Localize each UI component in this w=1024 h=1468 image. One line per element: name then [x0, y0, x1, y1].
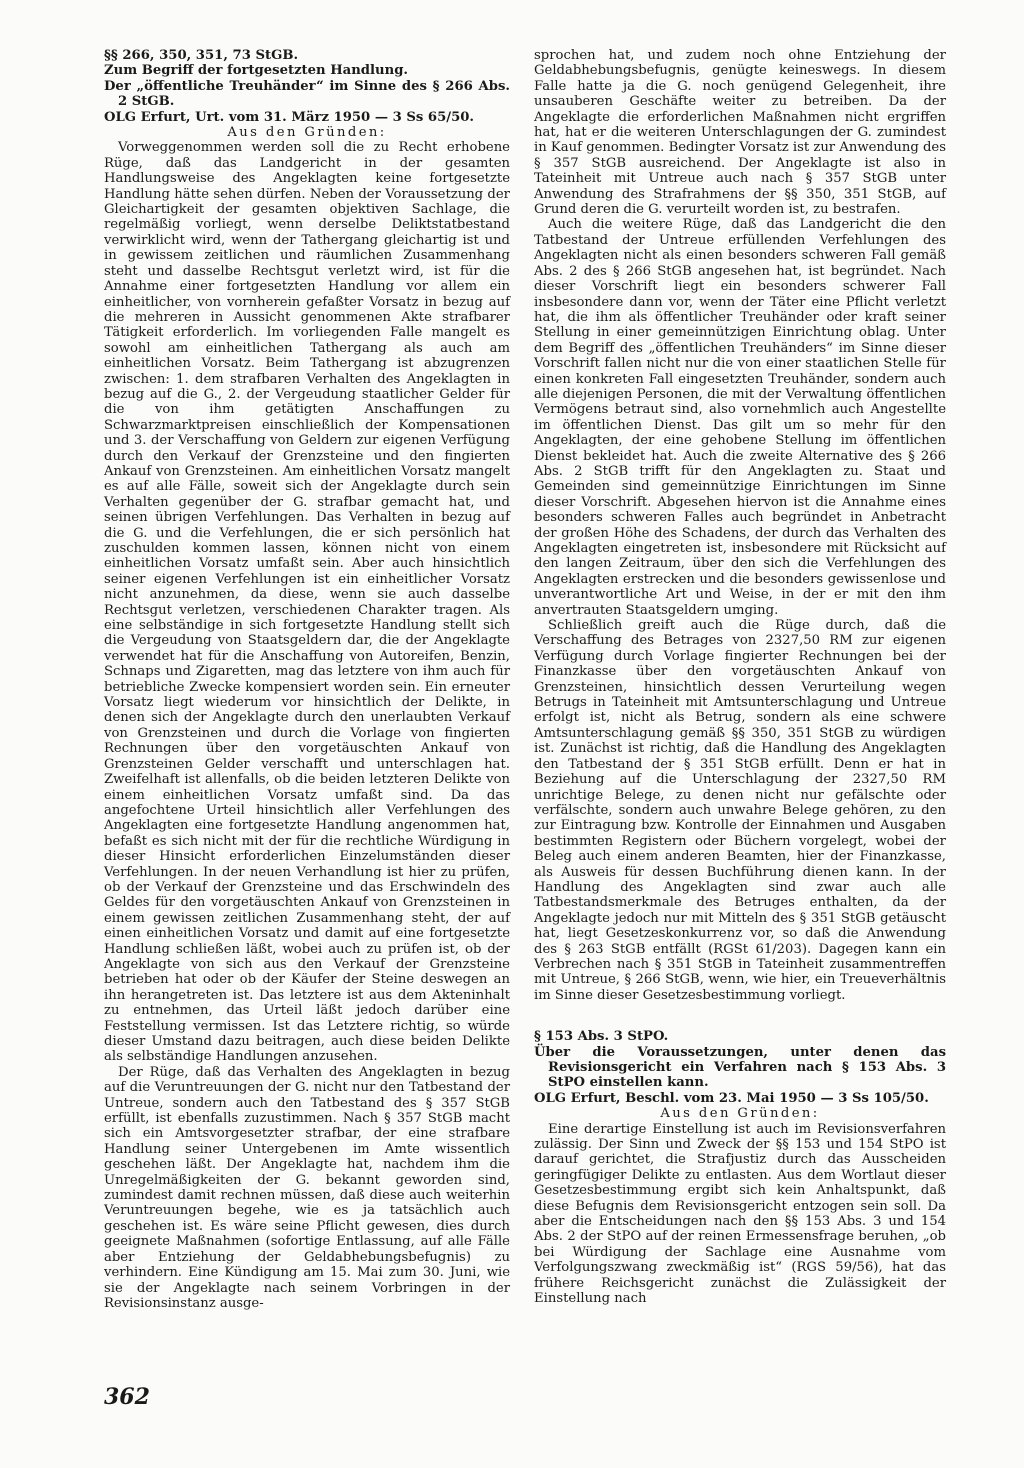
body-paragraph: Vorweggenommen werden soll die zu Recht erhobene Rüge, daß das Landgericht in der gesamten Handlungsweise des Angeklagten keine fortgesetzte Handlung hätte sehen dürfen. Neben der Voraussetzung der Gleichartigkeit der gesamten objektiven Sachlage, die regelmäßig vorliegt, wenn derselbe Deliktstatbestand verwirklicht wird, wenn der Tathergang gleichartig ist und in gewissem zeitlichen und räumlichen Zusammenhang steht und dasselbe Rechtsgut verletzt wird, ist für die Annahme einer fortgesetzten Handlung vor allem ein einheitlicher, von vornherein gefaßter Vorsatz in bezug auf die mehreren in Aussicht genommenen Akte strafbarer Tätigkeit erforderlich. Im vorliegenden Falle mangelt es sowohl am einheitlichen Tathergang als auch am einheitlichen Vorsatz. Beim Tathergang ist abzugrenzen zwischen: 1. dem strafbaren Verhalten des Angeklagten in bezug auf die G., 2. der Vergeudung staatlicher Gelder für die von ihm getätigten Anschaffungen zu Schwarzmarktpreisen einschließlich der Kompensationen und 3. der Verschaffung von Geldern zur eigenen Verfügung durch den Verkauf der Grenzsteine und den fingierten Ankauf von Grenzsteinen. Am einheitlichen Vorsatz mangelt es auf alle Fälle, soweit sich der Angeklagte durch sein Verhalten gegenüber der G. strafbar gemacht hat, und seinen übrigen Verfehlungen. Das Verhalten in bezug auf die G. und die Verfehlungen, die er sich persönlich hat zuschulden kommen lassen, können nicht von einem einheitlichen Vorsatz umfaßt sein. Aber auch hinsichtlich seiner eigenen Verfehlungen ist ein einheitlicher Vorsatz nicht anzunehmen, da diese, wenn sie auch dasselbe Rechtsgut verletzen, verschiedenen Charakter tragen. Als eine selbständige in sich fortgesetzte Handlung stellt sich die Vergeudung von Staatsgeldern dar, die der Angeklagte verwendet hat für die Anschaffung von Autoreifen, Benzin, Schnaps und Zigaretten, mag das letztere von ihm auch für betriebliche Zwecke kompensiert worden sein. Ein erneuter Vorsatz liegt wiederum vor hinsichtlich der Delikte, in denen sich der Angeklagte durch den unerlaubten Verkauf von Grenzsteinen und durch die Vorlage von fingierten Rechnungen über den vorgetäuschten Ankauf von Grenzsteinen Gelder verschafft und unterschlagen hat. Zweifelhaft ist allenfalls, ob die beiden letzteren Delikte von einem einheitlichen Vorsatz umfaßt sind. Da das angefochtene Urteil hinsichtlich aller Verfehlungen des Angeklagten eine fortgesetzte Handlung angenommen hat, befaßt es sich nicht mit der für die rechtliche Würdigung in dieser Hinsicht erforderlichen Einzelumständen dieser Verfehlungen. In der neuen Verhandlung ist hier zu prüfen, ob der Verkauf der Grenzsteine und das Erschwindeln des Geldes für den vorgetäuschten Ankauf von Grenzsteinen in einem gewissen zeitlichen Zusammenhang steht, der auf einen einheitlichen Vorsatz und damit auf eine fortgesetzte Handlung schließen läßt, wobei auch zu prüfen ist, ob der Angeklagte von sich aus den Verkauf der Grenzsteine betrieben hat oder ob der Käufer der Steine deswegen an ihn herangetreten ist. Das letztere ist aus dem Akteninhalt zu entnehmen, das Urteil läßt jedoch darüber eine Feststellung vermissen. Ist das Letztere richtig, so würde dieser Umstand dazu beitragen, auch diese beiden Delikte als selbständige Handlungen anzusehen. [104, 140, 510, 1065]
body-paragraph: Schließlich greift auch die Rüge durch, daß die Verschaffung des Betrages von 2327,50 RM zur eigenen Verfügung durch Vorlage fingierter Rechnungen bei der Finanzkasse über den vorgetäuschten Ankauf von Grenzsteinen, hinsichtlich dessen Verurteilung wegen Betrugs in Tateinheit mit Amtsunterschlagung und Untreue erfolgt ist, nicht als Betrug, sondern als eine schwere Amtsunterschlagung gemäß §§ 350, 351 StGB zu würdigen ist. Zunächst ist richtig, daß die Handlung des Angeklagten den Tatbestand der § 351 StGB erfüllt. Denn er hat in Beziehung auf die Unterschlagung der 2327,50 RM unrichtige Belege, zu denen nicht nur gefälschte oder verfälschte, sondern auch unwahre Belege gehören, zu den zur Eintragung bzw. Kontrolle der Einnahmen und Ausgaben bestimmten Registern oder Büchern vorgelegt, wobei der Beleg auch einem anderen Beamten, hier der Finanzkasse, als Ausweis für dessen Buchführung dienen kann. In der Handlung des Angeklagten sind zwar auch alle Tatbestandsmerkmale des Betruges enthalten, da der Angeklagte jedoch nur mit Mitteln des § 351 StGB getäuscht hat, liegt Gesetzeskonkurrenz vor, so daß die Anwendung des § 263 StGB entfällt (RGSt 61/203). Dagegen kann ein Verbrechen nach § 351 StGB in Tateinheit zusammentreffen mit Untreue, § 266 StGB, wenn, wie hier, ein Treueverhältnis im Sinne dieser Gesetzesbestimmung vorliegt. [534, 618, 946, 1003]
section-heading-treuhaender: Der „öffentliche Treuhänder“ im Sinne des § 266 Abs. 2 StGB. [104, 78, 510, 110]
section-heading-paragraph: § 153 Abs. 3 StPO. [534, 1029, 669, 1045]
page-number: 362 [104, 1384, 150, 1410]
section-heading-topic: Über die Voraussetzungen, unter denen das Revisionsgericht ein Verfahren nach § 153 Abs. 3 StPO einstellen kann. [534, 1044, 946, 1091]
section-heading-topic: Zum Begriff der fortgesetzten Handlung. [104, 63, 409, 79]
body-paragraph: Der Rüge, daß das Verhalten des Angeklagten in bezug auf die Veruntreuungen der G. nicht nur den Tatbestand der Untreue, sondern auch den Tatbestand des § 357 StGB erfüllt, ist ebenfalls zuzustimmen. Nach § 357 StGB macht sich ein Amtsvorgesetzter strafbar, der eine strafbare Handlung seiner Untergebenen im Amte wissentlich geschehen läßt. Der Angeklagte hat, nachdem ihm die Unregelmäßigkeiten der G. bekannt geworden sind, zumindest damit rechnen müssen, daß diese auch weiterhin Veruntreuungen begehe, wie es ja tatsächlich auch geschehen ist. Es wäre seine Pflicht gewesen, dies durch geeignete Maßnahmen (sofortige Entlassung, auf alle Fälle aber Entziehung der Geldabhebungsbefugnis) zu verhindern. Eine Kündigung am 15. Mai zum 30. Juni, wie sie der Angeklagte nach seinem Vorbringen in der Revisionsinstanz ausge- [104, 1064, 510, 1311]
body-paragraph: sprochen hat, und zudem noch ohne Entziehung der Geldabhebungsbefugnis, genügte keineswegs. In diesem Falle hatte ja die G. noch genügend Gelegenheit, ihre unsauberen Geschäfte weiter zu betreiben. Da der Angeklagte die erforderlichen Maßnahmen nicht ergriffen hat, hat er die weiteren Unterschlagungen der G. zumindest in Kauf genommen. Bedingter Vorsatz ist zur Anwendung des § 357 StGB ausreichend. Der Angeklagte ist also in Tateinheit mit Untreue auch nach § 357 StGB unter Anwendung des Strafrahmens der §§ 350, 351 StGB, auf Grund deren die G. verurteilt worden ist, zu bestrafen. [534, 48, 946, 218]
court-citation: OLG Erfurt, Urt. vom 31. März 1950 — 3 Ss 65/50. [104, 109, 475, 125]
right-column [534, 48, 946, 1307]
court-citation: OLG Erfurt, Beschl. vom 23. Mai 1950 — 3 Ss 105/50. [534, 1090, 929, 1106]
left-column [104, 48, 510, 1311]
section-gap [534, 1003, 946, 1029]
body-paragraph: Eine derartige Einstellung ist auch im Revisionsverfahren zulässig. Der Sinn und Zweck der §§ 153 und 154 StPO ist darauf gerichtet, die Strafjustiz durch das Ausscheiden geringfügiger Delikte zu entlasten. Aus dem Wortlaut dieser Gesetzesbestimmung ergibt sich kein Anhaltspunkt, daß diese Befugnis dem Revisionsgericht entzogen sein soll. Da aber die Entscheidungen nach den §§ 153 Abs. 3 und 154 Abs. 2 der StPO auf der reinen Ermessensfrage beruhen, „ob bei Würdigung der Sachlage eine Ausnahme vom Verfolgungszwang zweckmäßig ist“ (RGS 59/56), hat das frühere Reichsgericht zunächst die Zulässigkeit der Einstellung nach [534, 1121, 946, 1307]
body-paragraph: Auch die weitere Rüge, daß das Landgericht die den Tatbestand der Untreue erfüllenden Verfehlungen des Angeklagten nicht als einen besonders schweren Fall gemäß Abs. 2 des § 266 StGB angesehen hat, ist begründet. Nach dieser Vorschrift liegt ein besonders schwerer Fall insbesondere dann vor, wenn der Täter eine Pflicht verletzt hat, die ihm als öffentlicher Treuhänder oder kraft seiner Stellung in einer gemeinnützigen Einrichtung oblag. Unter dem Begriff des „öffentlichen Treuhänders“ im Sinne dieser Vorschrift fallen nicht nur die von einer staatlichen Stelle für einen konkreten Fall eingesetzten Treuhänder, sondern auch alle diejenigen Personen, die mit der Verwaltung öffentlichen Vermögens betraut sind, also vornehmlich auch Angestellte im öffentlichen Dienst. Das gilt um so mehr für den Angeklagten, der eine gehobene Stellung im öffentlichen Dienst bekleidet hat. Auch die zweite Alternative des § 266 Abs. 2 StGB trifft für den Angeklagten zu. Staat und Gemeinden sind gemeinnützige Einrichtungen im Sinne dieser Vorschrift. Abgesehen hiervon ist die Annahme eines besonders schweren Falles auch begründet in Anbetracht der großen Höhe des Schadens, der durch das Verhalten des Angeklagten eingetreten ist, insbesondere mit Rücksicht auf den langen Zeitraum, über den sich die Verfehlungen des Angeklagten erstrecken und die besonders gewissenlose und unverantwortliche Art und Weise, in der er mit den ihm anvertrauten Staatsgeldern umging. [534, 217, 946, 618]
grounds-heading: Aus den Gründen: [660, 1106, 820, 1122]
section-heading-paragraphs: §§ 266, 350, 351, 73 StGB. [104, 48, 299, 63]
grounds-heading: Aus den Gründen: [227, 125, 387, 141]
